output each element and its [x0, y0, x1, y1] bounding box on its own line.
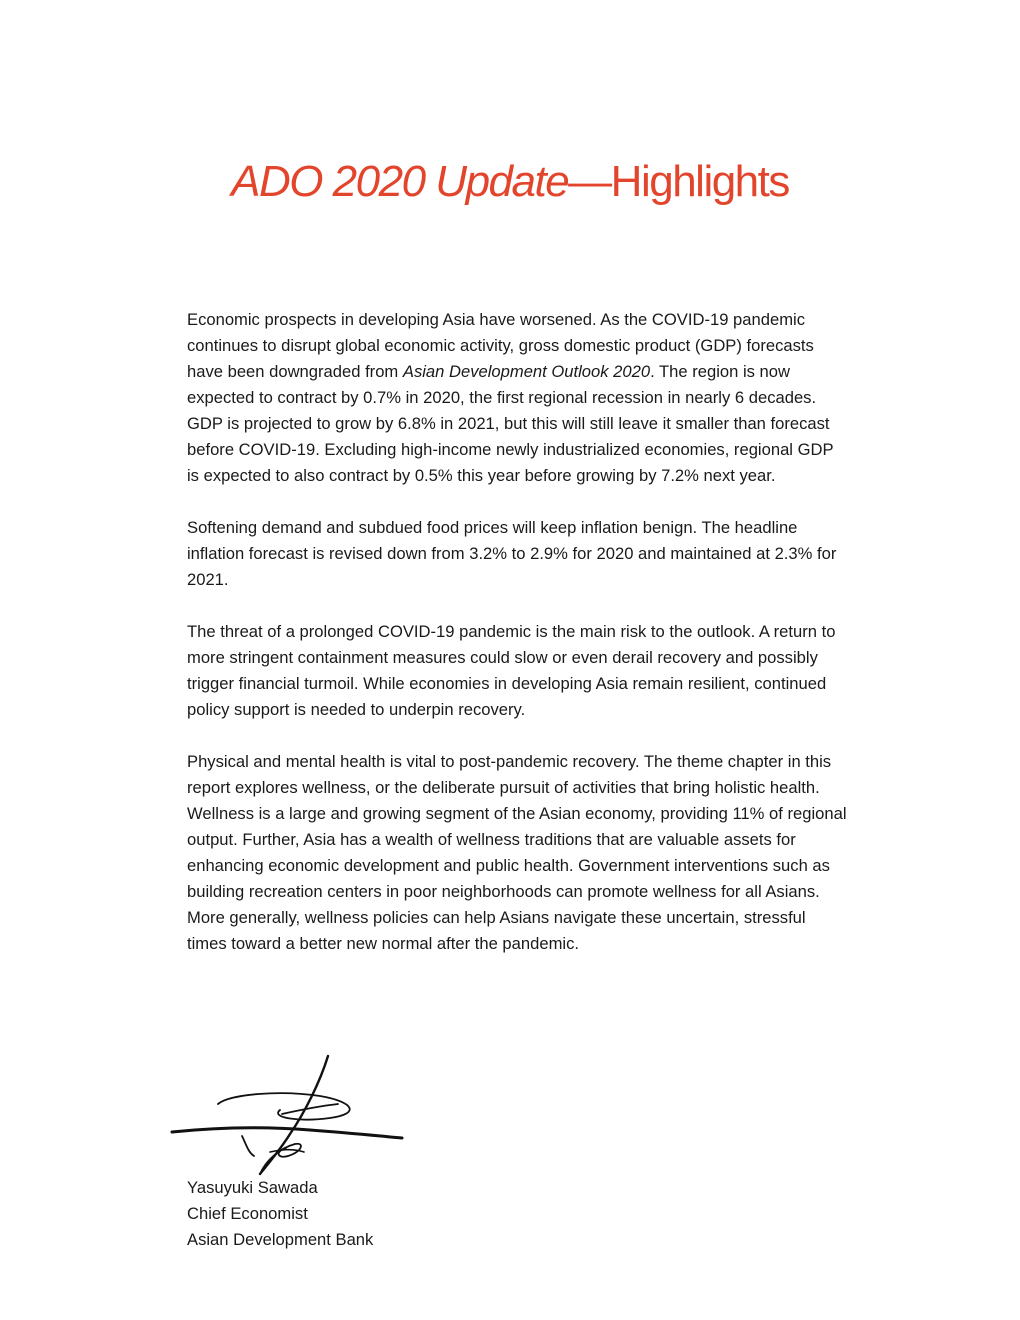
paragraph-risks: The threat of a prolonged COVID-19 pandemic is the main risk to the outlook. A return to more stringent containment measures could slow or even derail recovery and possibly trigger financial turmoil. While economies in developing Asia remain resilient, continued policy support is needed to underpin recovery. — [187, 622, 836, 719]
signature-image — [170, 1052, 410, 1182]
title-publication-name: ADO 2020 Update — [231, 157, 569, 206]
paragraph-1-text-a: Economic prospects in developing Asia have worsened. As the COVID-19 pandemic continues to disrupt global economic activity, gross domestic product (GDP) forecasts have been downgraded from — [187, 310, 814, 381]
paragraph-economic-prospects — [187, 307, 847, 489]
paragraph-inflation: Softening demand and subdued food prices will keep inflation benign. The headline inflation forecast is revised down from 3.2% to 2.9% for 2020 and maintained at 2.3% for 2021. — [187, 518, 837, 589]
paragraph-wellness: Physical and mental health is vital to post-pandemic recovery. The theme chapter in this report explores wellness, or the deliberate pursuit of activities that bring holistic health. Wellness is a large and growing segment of the Asian economy, providing 11% of regional output. Further, Asia has a wealth of wellness traditions that are valuable assets for enhancing economic development and public health. Government interventions such as building recreation centers in poor neighborhoods can promote wellness for all Asians. More generally, wellness policies can help Asians navigate these uncertain, stressful times toward a better new normal after the pandemic. — [187, 752, 847, 953]
signer-block — [187, 1175, 373, 1253]
signer-position: Chief Economist — [187, 1204, 308, 1223]
signer-organization: Asian Development Bank — [187, 1230, 374, 1249]
title-highlights: —Highlights — [568, 157, 789, 206]
publication-reference: Asian Development Outlook 2020 — [402, 362, 651, 381]
signer-name: Yasuyuki Sawada — [187, 1178, 318, 1197]
highlights-body — [187, 307, 847, 957]
page-title — [0, 152, 1020, 212]
paragraph-1-text-b: . The region is now expected to contract by 0.7% in 2020, the first regional recession in nearly 6 decades. GDP is projected to grow by 6.8% in 2021, but this will still leave it smaller than forecast before COVID-19. Excluding high-income newly industrialized economies, regional GDP is expected to also contract by 0.5% this year before growing by 7.2% next year. — [187, 362, 834, 485]
